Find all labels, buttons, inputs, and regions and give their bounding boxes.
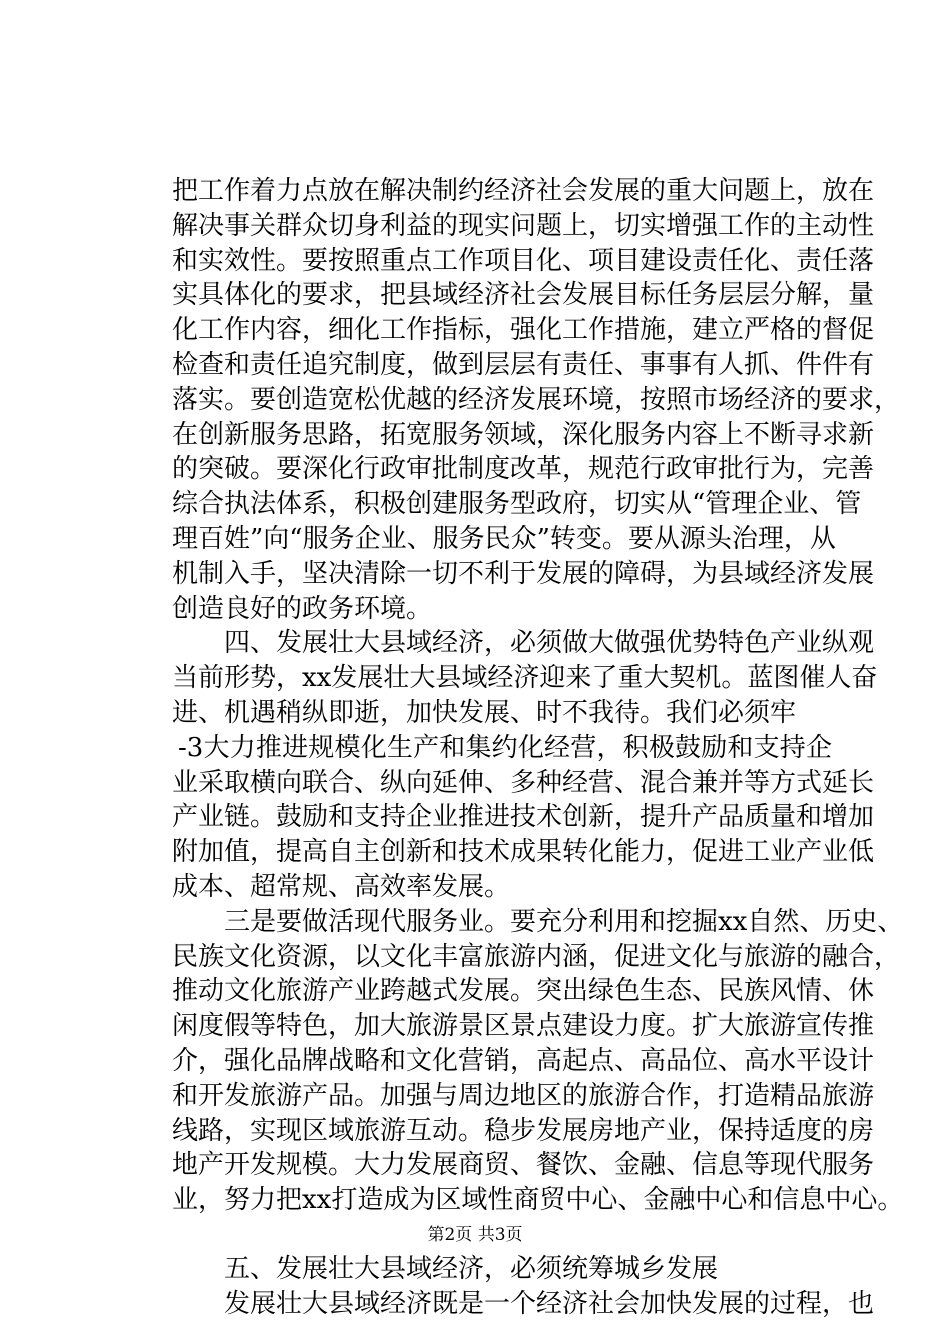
paragraph-start-line: 三是要做活现代服务业。要充分利用和挖掘xx自然、历史、 (224, 906, 904, 937)
text-line: 把工作着力点放在解决制约经济社会发展的重大问题上，放在 (172, 176, 875, 206)
text-line: 业，努力把xx打造成为区域性商贸中心、金融中心和信息中心。 (172, 1185, 904, 1216)
text-line: 化工作内容，细化工作指标，强化工作措施，建立严格的督促 (172, 315, 875, 346)
text-line: 地产开发规模。大力发展商贸、餐饮、金融、信息等现代服务 (172, 1150, 875, 1181)
text-line: 成本、超常规、高效率发展。 (172, 871, 511, 902)
page-number-footer: 第2页 共3页 (427, 1225, 523, 1245)
text-line: 推动文化旅游产业跨越式发展。突出绿色生态、民族风情、休 (172, 976, 875, 1007)
text-line: 综合执法体系，积极创建服务型政府，切实从“管理企业、管 (172, 489, 862, 520)
document-body (172, 174, 904, 1322)
paragraph-start-line: 发展壮大县域经济既是一个经济社会加快发展的过程，也 (224, 1288, 875, 1319)
text-line: 线路，实现区域旅游互动。稳步发展房地产业，保持适度的房 (172, 1115, 875, 1146)
text-line: -3大力推进规模化生产和集约化经营，积极鼓励和支持企 (178, 732, 832, 763)
text-line: 产业链。鼓励和支持企业推进技术创新，提升产品质量和增加 (172, 802, 875, 833)
text-line: 民族文化资源，以文化丰富旅游内涵，促进文化与旅游的融合， (172, 941, 901, 972)
text-line: 介，强化品牌战略和文化营销，高起点、高品位、高水平设计 (172, 1045, 875, 1076)
section-heading-line: 四、发展壮大县域经济，必须做大做强优势特色产业纵观 (224, 628, 875, 659)
text-line: 落实。要创造宽松优越的经济发展环境，按照市场经济的要求， (172, 384, 901, 415)
text-line: 创造良好的政务环境。 (172, 593, 433, 624)
text-line: 理百姓”向“服务企业、服务民众”转变。要从源头治理，从 (172, 523, 836, 554)
text-line: 当前形势，xx发展壮大县域经济迎来了重大契机。蓝图催人奋 (172, 663, 878, 694)
text-line: 检查和责任追究制度，做到层层有责任、事事有人抓、件件有 (172, 349, 875, 380)
text-line: 和开发旅游产品。加强与周边地区的旅游合作，打造精品旅游 (172, 1080, 875, 1111)
text-line: 解决事关群众切身利益的现实问题上，切实增强工作的主动性 (172, 210, 875, 241)
text-line: 的突破。要深化行政审批制度改革，规范行政审批行为，完善 (172, 454, 875, 485)
text-line: 闲度假等特色，加大旅游景区景点建设力度。扩大旅游宣传推 (172, 1011, 875, 1042)
text-line: 附加值，提高自主创新和技术成果转化能力，促进工业产业低 (172, 837, 875, 868)
text-line: 和实效性。要按照重点工作项目化、项目建设责任化、责任落 (172, 245, 875, 276)
text-line: 在创新服务思路，拓宽服务领域，深化服务内容上不断寻求新 (172, 419, 875, 450)
text-line: 进、机遇稍纵即逝，加快发展、时不我待。我们必须牢 (172, 697, 797, 728)
text-line: 实具体化的要求，把县域经济社会发展目标任务层层分解，量 (172, 280, 875, 311)
text-line: 机制入手，坚决清除一切不利于发展的障碍，为县域经济发展 (172, 558, 875, 589)
text-line: 业采取横向联合、纵向延伸、多种经营、混合兼并等方式延长 (172, 767, 875, 798)
section-heading-line: 五、发展壮大县域经济，必须统筹城乡发展 (224, 1253, 719, 1284)
